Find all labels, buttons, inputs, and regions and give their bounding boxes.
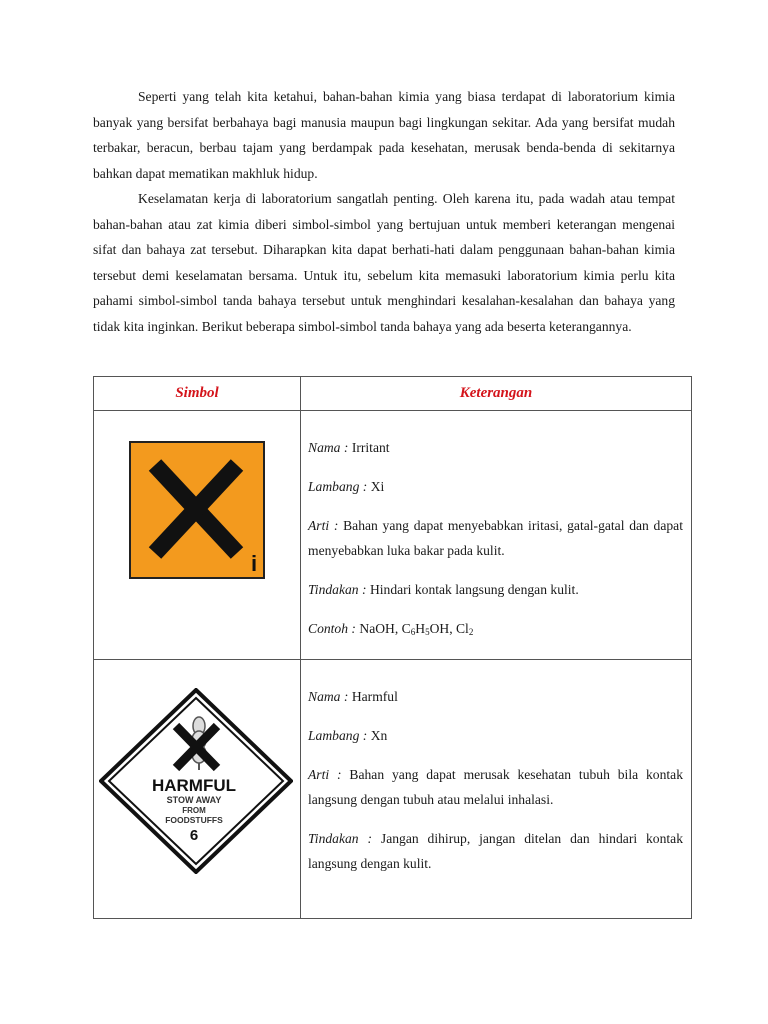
stow-away-text: STOW AWAY: [166, 795, 222, 805]
hazard-symbol-table: [93, 376, 692, 919]
symbol-cell: [94, 411, 301, 660]
nama-line: [308, 435, 683, 460]
lambang-line: [308, 474, 683, 499]
arti-value: Bahan yang dapat merusak kesehatan tubuh bila kontak langsung dengan tubuh atau melalui inhalasi.: [308, 767, 683, 807]
tindakan-label: Tindakan :: [308, 582, 367, 597]
nama-value: Harmful: [351, 689, 398, 704]
header-simbol: Simbol: [94, 377, 301, 411]
intro-paragraph-2: Keselamatan kerja di laboratorium sangatlah penting. Oleh karena itu, pada wadah atau tempat bahan-bahan atau zat kimia diberi simbol-simbol yang bertujuan untuk memberi keterangan mengenai sifat dan bahaya zat tersebut. Diharapkan kita dapat berhati-hati dalam penggunaan bahan-bahan kimia tersebut demi keselamatan bersama. Untuk itu, sebelum kita memasuki laboratorium kimia perlu kita pahami simbol-simbol tanda bahaya tersebut untuk menghindari kesalahan-kesalahan dan bahaya yang tidak kita inginkan. Berikut beberapa simbol-simbol tanda bahaya yang ada beserta keterangannya.: [93, 191, 675, 334]
symbol-letter: i: [250, 551, 258, 576]
lambang-label: Lambang :: [308, 479, 368, 494]
tindakan-label: Tindakan :: [308, 831, 373, 846]
nama-line: [308, 684, 683, 709]
nama-value: Irritant: [351, 440, 390, 455]
nama-label: Nama :: [308, 440, 349, 455]
lambang-value: Xn: [370, 728, 388, 743]
lambang-line: [308, 723, 683, 748]
header-keterangan: Keterangan: [301, 377, 692, 411]
harmful-diamond-icon: [99, 688, 293, 874]
tindakan-line: [308, 826, 683, 876]
description-cell: [301, 660, 692, 919]
arti-value: Bahan yang dapat menyebabkan iritasi, gatal-gatal dan dapat menyebabkan luka bakar pada kulit.: [308, 518, 683, 558]
contoh-value: NaOH, $C_6H_5OH$, $Cl_2$: [359, 621, 474, 637]
tindakan-value: Hindari kontak langsung dengan kulit.: [369, 582, 579, 597]
table-row: [94, 660, 692, 919]
arti-line: [308, 513, 683, 563]
arti-label: Arti :: [308, 767, 342, 782]
tindakan-line: [308, 577, 683, 602]
foodstuffs-text: FOODSTUFFS: [165, 815, 223, 825]
harmful-text: HARMFUL: [151, 776, 237, 795]
irritant-x-icon: [129, 441, 265, 579]
contoh-label: Contoh :: [308, 621, 356, 636]
table-row: [94, 411, 692, 660]
intro-paragraph-1: Seperti yang telah kita ketahui, bahan-bahan kimia yang biasa terdapat di laboratorium kimia banyak yang bersifat berbahaya bagi manusia maupun bagi lingkungan sekitar. Ada yang bersifat mudah terbakar, beracun, berbau tajam yang berdampak pada kesehatan, merusak benda-benda di sekitarnya bahkan dapat mematikan makhluk hidup.: [93, 89, 675, 181]
description-cell: [301, 411, 692, 660]
class-number: 6: [189, 827, 199, 844]
from-text: FROM: [182, 806, 206, 815]
arti-line: [308, 762, 683, 812]
arti-label: Arti :: [308, 518, 339, 533]
nama-label: Nama :: [308, 689, 349, 704]
lambang-label: Lambang :: [308, 728, 368, 743]
symbol-cell: [94, 660, 301, 919]
contoh-line: [308, 616, 683, 641]
lambang-value: Xi: [370, 479, 385, 494]
tindakan-value: Jangan dihirup, jangan ditelan dan hindari kontak langsung dengan kulit.: [308, 831, 684, 871]
table-header-row: [94, 377, 692, 411]
